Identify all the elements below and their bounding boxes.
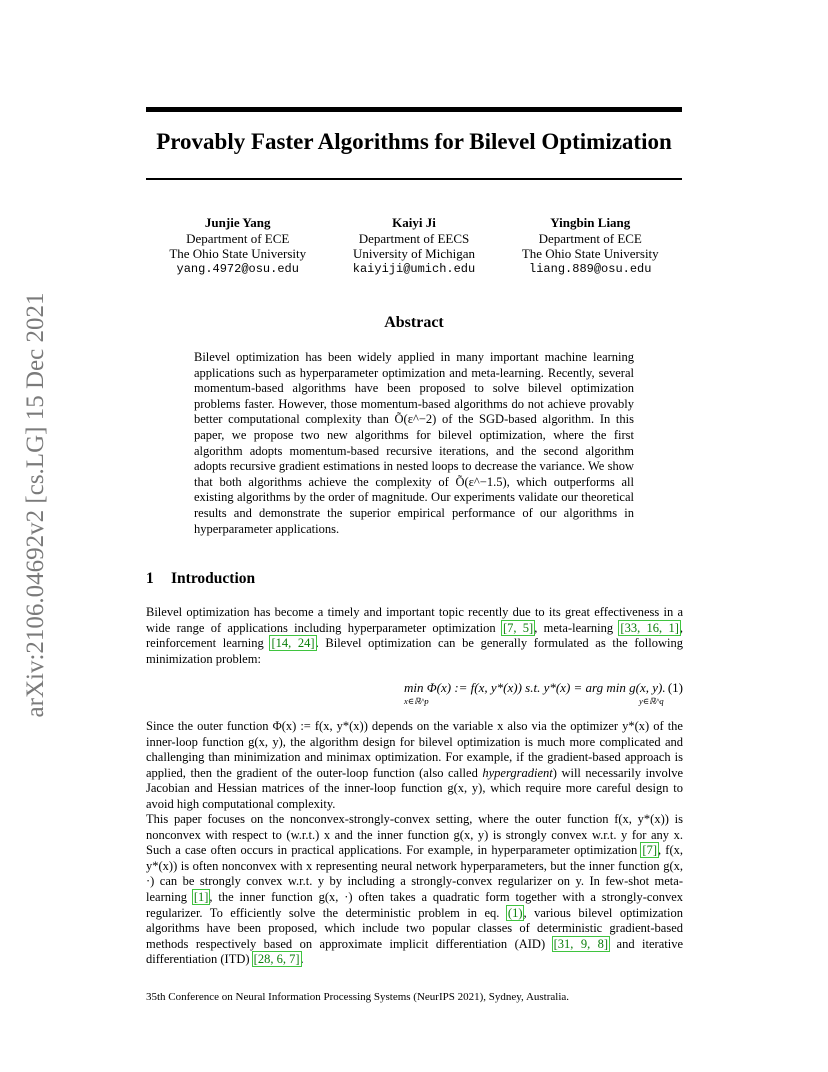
paper-title: Provably Faster Algorithms for Bilevel Optimization [156,129,672,154]
equation-number: (1) [667,680,683,695]
text-run: , reinforcement learning [146,620,683,651]
section-number: 1 [146,570,154,587]
title-top-rule [146,107,682,112]
citation-link[interactable]: [28, 6, 7] [253,952,300,967]
text-run: , f(x, y*(x)) is often nonconvex with x representing neural network hyperparameters, but the inner function g(x, ·) can be strongly convex w.r.t. y by including a strongly-convex regularizer on y. In few-shot meta-learning [146,843,684,904]
author-email: kaiyiji@umich.edu [352,261,476,276]
citation-link[interactable]: [7, 5] [502,620,534,635]
citation-link[interactable]: [33, 16, 1] [620,620,679,635]
arxiv-identifier: arXiv:2106.04692v2 [cs.LG] 15 Dec 2021 [22,292,49,718]
text-run: Bilevel optimization has become a timely and important topic recently due to its great effectiveness in a wide range of applications including hyperparameter optimization [146,605,683,635]
text-run: ) will necessarily involve Jacobian and Hessian matrices of the inner-loop function g(x, y), which require more careful design to avoid high computational complexity. [146,765,683,811]
text-run: , various bilevel optimization algorithms have been proposed, which include two popular classes of deterministic gradient-based methods respectively based on approximate implicit differentiation (AID) [146,905,684,951]
author-3 [522,215,659,277]
author-block [146,215,682,277]
equation-1 [146,680,683,710]
citation-link[interactable]: [1] [193,889,209,904]
text-run: . Bilevel optimization can be generally formulated as the following minimization problem: [146,636,683,666]
intro-paragraph-2 [146,719,683,813]
author-email: yang.4972@osu.edu [176,261,299,276]
citation-link[interactable]: [7] [642,843,657,858]
author-dept: Department of ECE [538,230,642,246]
text-run: Since the outer function Φ(x) := f(x, y*(x)) depends on the variable x also via the optimizer y*(x) of the inner-loop function g(x, y), the algorithm design for bilevel optimization is much more complicated and challenging than minimization and minimax optimization. For example, if the gradient-based approach is applied, then the gradient of the outer-loop function (also called [146,719,683,780]
text-run: and iterative differentiation (ITD) [146,936,683,967]
author-dept: Department of EECS [358,230,470,246]
text-run: This paper focuses on the nonconvex-strongly-convex setting, where the outer function f(x, y*(x)) is nonconvex with respect to (w.r.t.) x and the inner function g(x, y) is strongly convex w.r.t. y for any x. Such a case often occurs in practical applications. For example, in hyperparameter optimization [146,812,683,858]
author-affiliation: The Ohio State University [521,246,659,261]
abstract-heading: Abstract [384,314,444,331]
equation-body: min Φ(x) := f(x, y*(x)) s.t. y*(x) = arg min g(x, y). [404,680,666,695]
abstract-text: Bilevel optimization has been widely applied in many important machine learning applications such as hyperparameter optimization and meta-learning. Recently, several momentum-based algorithms have been proposed to solve bilevel optimization problems faster. However, those momentum-based algorithms do not achieve provably better computational complexity than Õ(ε^−2) of the SGD-based algorithm. In this paper, we propose two new algorithms for bilevel optimization, where the first algorithm adopts momentum-based recursive iterations, and the second algorithm adopts recursive gradient estimations in nested loops to decrease the variance. We show that both algorithms achieve the complexity of Õ(ε^−1.5), which outperforms all existing algorithms by the order of magnitude. Our experiments validate our theoretical results and demonstrate the superior empirical performance of our algorithms in hyperparameter applications. [194,350,634,536]
author-name: Kaiyi Ji [392,215,436,230]
author-dept: Department of ECE [186,230,290,246]
intro-paragraph-1 [146,605,683,667]
section-title: Introduction [171,570,256,587]
author-1 [169,215,306,277]
author-email: liang.889@osu.edu [529,261,652,276]
intro-paragraph-3 [146,812,683,968]
author-name: Yingbin Liang [550,215,631,230]
equation-ref-link[interactable]: (1) [507,905,523,920]
emphasis-hypergradient: hypergradient [482,765,553,780]
citation-link[interactable]: [14, 24] [271,636,315,651]
citation-link[interactable]: [31, 9, 8] [553,936,609,951]
arxiv-sidebar [18,285,54,725]
conference-footer: 35th Conference on Neural Information Processing Systems (NeurIPS 2021), Sydney, Australia. [146,991,570,1003]
equation-subscript-right: y∈ℝ^q [639,696,664,706]
author-affiliation: University of Michigan [352,246,476,261]
author-name: Junjie Yang [204,215,271,230]
text-run: . [300,952,304,967]
author-affiliation: The Ohio State University [169,246,307,261]
text-run: , meta-learning [534,620,620,635]
equation-subscript-left: x∈ℝ^p [404,696,429,706]
title-bottom-rule [146,178,682,180]
section-heading [146,570,255,588]
author-2 [353,215,475,277]
text-run: , the inner function g(x, ·) often takes a quadratic form together with a strongly-convex regularizer. To efficiently solve the deterministic problem in eq. [146,889,683,920]
